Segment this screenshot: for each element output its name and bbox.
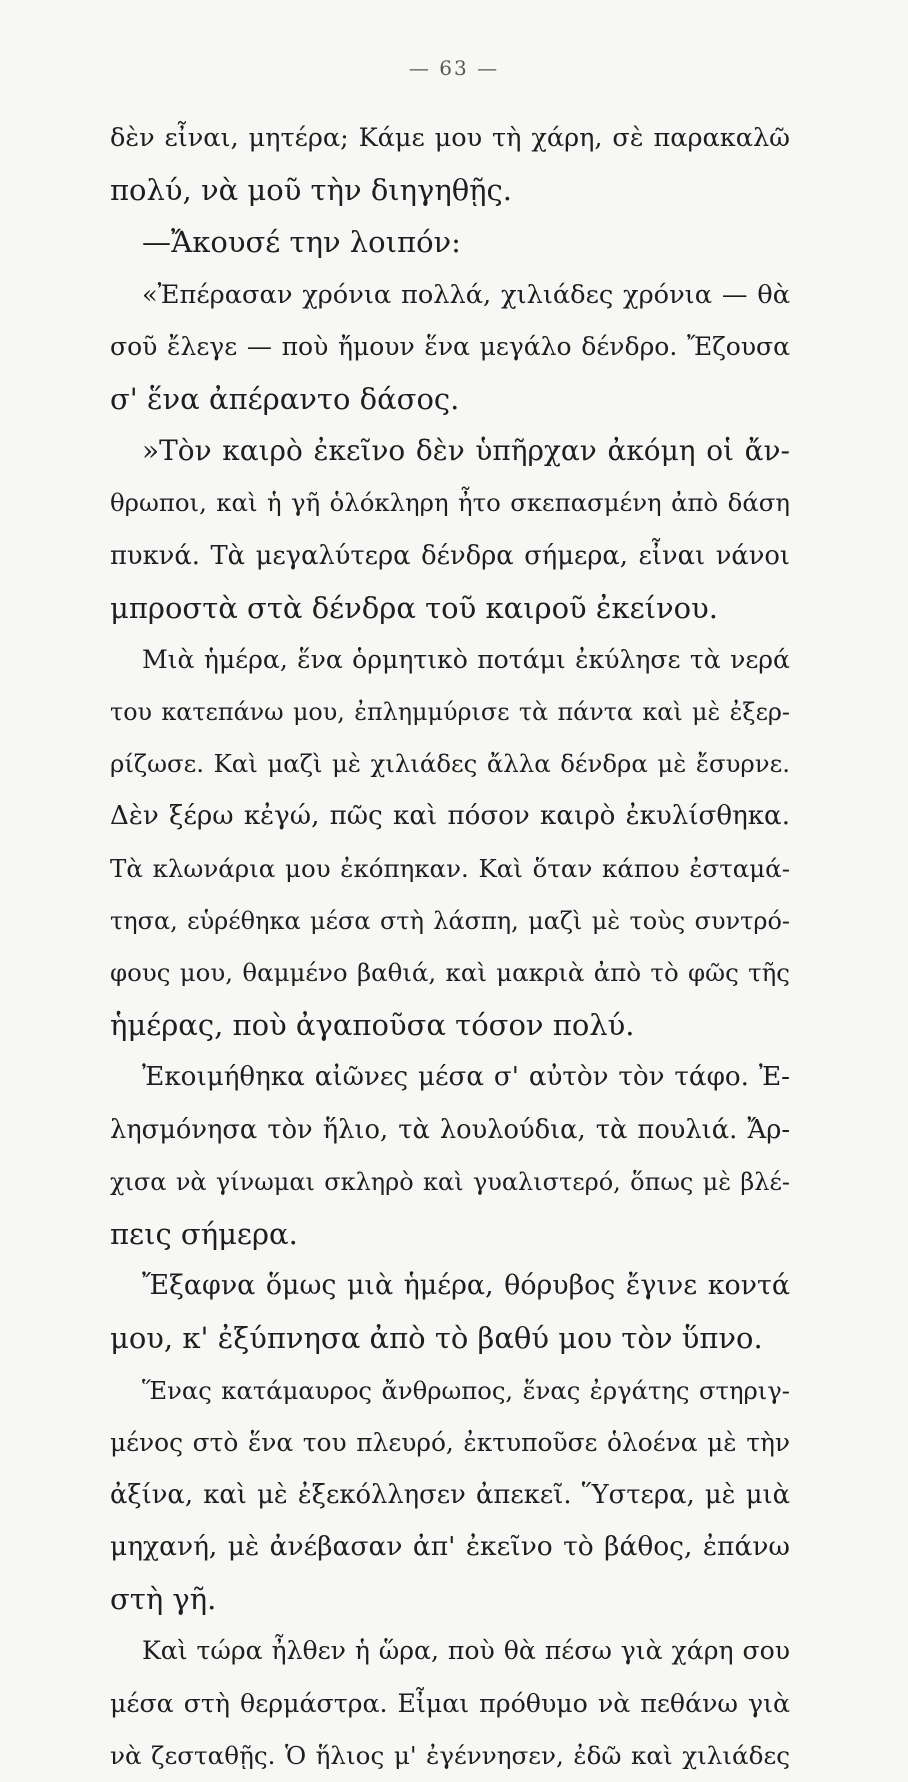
text-line: Δὲν ξέρω κἐγώ, πῶς καὶ πόσον καιρὸ ἐκυλίσθηκα. xyxy=(110,801,790,832)
text-line: Καὶ τώρα ἦλθεν ἡ ὥρα, ποὺ θὰ πέσω γιὰ χάρη σου xyxy=(142,1636,790,1666)
text-line: μέσα στὴ θερμάστρα. Εἶμαι πρόθυμο νὰ πεθάνω γιὰ xyxy=(110,1688,790,1718)
text-line: δὲν εἶναι, μητέρα; Κάμε μου τὴ χάρη, σὲ παρακαλῶ xyxy=(110,123,790,153)
text-line: Μιὰ ἡμέρα, ἕνα ὁρμητικὸ ποτάμι ἐκύλησε τὰ νερά xyxy=(142,644,790,674)
text-line: μου, κ' ἐξύπνησα ἀπὸ τὸ βαθύ μου τὸν ὕπνο. xyxy=(110,1321,763,1356)
text-line: Ἔξαφνα ὅμως μιὰ ἡμέρα, θόρυβος ἔγινε κοντά xyxy=(142,1270,790,1302)
text-line: μένος στὸ ἕνα του πλευρό, ἐκτυποῦσε ὁλοένα μὲ τὴν xyxy=(110,1427,790,1457)
text-line: λησμόνησα τὸν ἥλιο, τὰ λουλούδια, τὰ πουλιά. Ἄρ- xyxy=(110,1114,790,1145)
text-line: ρίζωσε. Καὶ μαζὶ μὲ χιλιάδες ἄλλα δένδρα μὲ ἔσυρνε. xyxy=(110,749,790,779)
text-line: στὴ γῆ. xyxy=(110,1582,217,1617)
text-line: σοῦ ἔλεγε — ποὺ ἤμουν ἕνα μεγάλο δένδρο. Ἔζουσα xyxy=(110,331,790,361)
text-line: θρωποι, καὶ ἡ γῆ ὁλόκληρη ἦτο σκεπασμένη ἀπὸ δάση xyxy=(110,488,790,518)
page-number: — 63 — xyxy=(408,56,500,80)
text-line: Ἐκοιμήθηκα αἰῶνες μέσα σ' αὐτὸν τὸν τάφο. Ἐ- xyxy=(142,1062,790,1093)
text-line: χισα νὰ γίνωμαι σκληρὸ καὶ γυαλιστερό, ὅπως μὲ βλέ- xyxy=(110,1167,790,1196)
text-line: »Τὸν καιρὸ ἐκεῖνο δὲν ὑπῆρχαν ἀκόμη οἱ ἄν- xyxy=(142,434,790,468)
text-line: «Ἐπέρασαν χρόνια πολλά, χιλιάδες χρόνια — θὰ xyxy=(142,279,790,310)
text-line: Ἕνας κατάμαυρος ἄνθρωπος, ἕνας ἐργάτης στηριγ- xyxy=(142,1375,790,1405)
text-line: πεις σήμερα. xyxy=(110,1216,298,1251)
text-line: φους μου, θαμμένο βαθιά, καὶ μακριὰ ἀπὸ τὸ φῶς τῆς xyxy=(110,958,790,987)
text-line: ἀξίνα, καὶ μὲ ἐξεκόλλησεν ἀπεκεῖ. Ὕστερα, μὲ μιὰ xyxy=(110,1479,790,1510)
text-line: πολύ, νὰ μοῦ τὴν διηγηθῇς. xyxy=(110,173,513,208)
text-line: σ' ἕνα ἀπέραντο δάσος. xyxy=(110,381,460,416)
text-line: Τὰ κλωνάρια μου ἐκόπηκαν. Καὶ ὅταν κάπου ἐσταμά- xyxy=(110,853,790,883)
text-line: νὰ ζεσταθῇς. Ὁ ἥλιος μ' ἐγέννησεν, ἐδῶ καὶ χιλιάδες xyxy=(110,1740,790,1770)
text-line: ἡμέρας, ποὺ ἀγαποῦσα τόσον πολύ. xyxy=(110,1008,635,1043)
text-line: τησα, εὑρέθηκα μέσα στὴ λάσπη, μαζὶ μὲ τοὺς συντρό- xyxy=(110,906,790,935)
text-line: πυκνά. Τὰ μεγαλύτερα δένδρα σήμερα, εἶναι νάνοι xyxy=(110,540,790,571)
text-line: μηχανή, μὲ ἀνέβασαν ἀπ' ἐκεῖνο τὸ βάθος, ἐπάνω xyxy=(110,1531,790,1563)
text-line: μπροστὰ στὰ δένδρα τοῦ καιροῦ ἐκείνου. xyxy=(110,590,718,625)
text-line: του κατεπάνω μου, ἐπλημμύρισε τὰ πάντα καὶ μὲ ἐξερ- xyxy=(110,698,790,727)
body-text xyxy=(110,112,790,1782)
text-line: —Ἄκουσέ την λοιπόν: xyxy=(142,225,461,260)
